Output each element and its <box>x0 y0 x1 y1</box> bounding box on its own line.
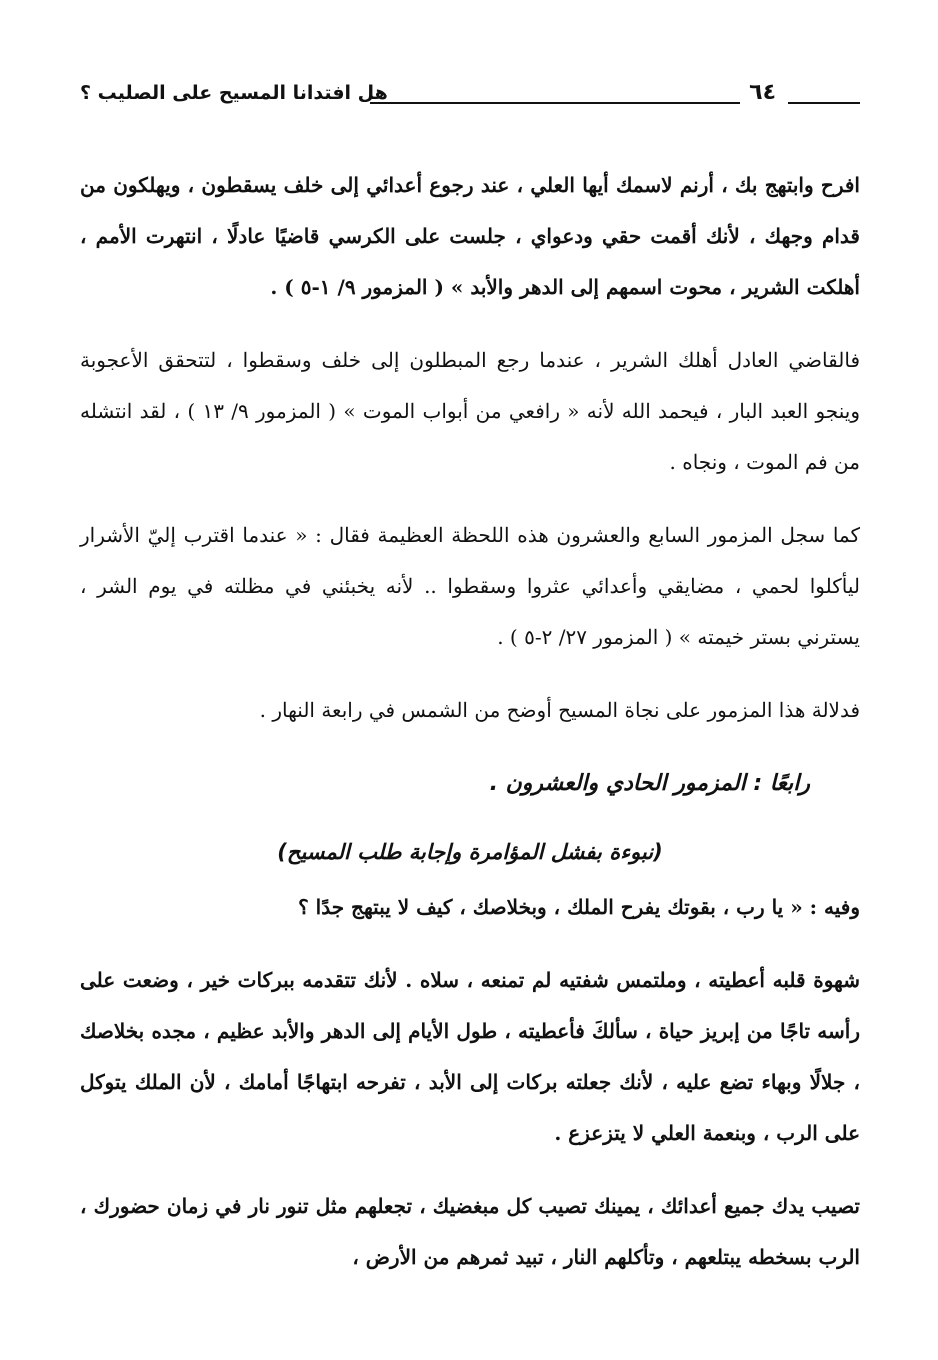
paragraph-psalm-21-continued: تصيب يدك جميع أعدائك ، يمينك تصيب كل مبغضيك ، تجعلهم مثل تنور نار في زمان حضورك ، الرب بسخطه يبتلعهم ، وتأكلهم النار ، تبيد ثمرهم من الأرض ، <box>80 1194 860 1269</box>
header-rule <box>788 102 860 104</box>
paragraph-psalm-21-quote: شهوة قلبه أعطيته ، وملتمس شفتيه لم تمنعه ، سلاه . لأنك تتقدمه ببركات خير ، وضعت على رأسه تاجًا من إبريز حياة ، سألكَ فأعطيته ، طول الأيام إلى الدهر والأبد عظيم ، مجده بخلاصك ، جلالًا وبهاء تضع عليه ، لأنك جعلته بركات إلى الأبد ، تفرحه ابتهاجًا أمامك ، لأن الملك يتوكل على الرب ، وبنعمة العلي لا يتزعزع . <box>80 968 860 1145</box>
book-title: هل افتدانا المسيح على الصليب ؟ <box>80 82 388 104</box>
section-subtitle: (نبوءة بفشل المؤامرة وإجابة طلب المسيح) <box>277 840 663 864</box>
header-rule <box>370 102 740 104</box>
paragraph-psalm-9-quote: افرح وابتهج بك ، أرنم لاسمك أيها العلي ، عند رجوع أعدائي إلى خلف يسقطون ، ويهلكون من قدام وجهك ، لأنك أقمت حقي ودعواي ، جلست على الكرسي قاضيًا عادلًا ، انتهرت الأمم ، أهلكت الشرير ، محوت اسمهم إلى الدهر والأبد » ( المزمور ٩/ ١-٥ ) . <box>80 173 860 299</box>
page-number: ٦٤ <box>749 80 776 105</box>
page-body <box>80 160 860 1305</box>
paragraph-psalm-21-intro: وفيه : « يا رب ، بقوتك يفرح الملك ، وبخلاصك ، كيف لا يبتهج جدًا ؟ <box>298 895 860 919</box>
paragraph-commentary-2: فدلالة هذا المزمور على نجاة المسيح أوضح من الشمس في رابعة النهار . <box>259 698 860 722</box>
section-heading: رابعًا : المزمور الحادي والعشرون . <box>489 771 810 796</box>
paragraph-commentary-1: فالقاضي العادل أهلك الشرير ، عندما رجع المبطلون إلى خلف وسقطوا ، لتتحقق الأعجوبة وينجو العبد البار ، فيحمد الله لأنه « رافعي من أبواب الموت » ( المزمور ٩/ ١٣ ) ، لقد انتشله من فم الموت ، ونجاه . <box>80 348 860 474</box>
running-header <box>80 78 860 118</box>
paragraph-psalm-27-quote: كما سجل المزمور السابع والعشرون هذه اللحظة العظيمة فقال : « عندما اقترب إليّ الأشرار ليأكلوا لحمي ، مضايقي وأعدائي عثروا وسقطوا .. لأنه يخبئني في مظلته في يوم الشر ، يسترني بستر خيمته » ( المزمور ٢٧/ ٢-٥ ) . <box>80 523 860 649</box>
